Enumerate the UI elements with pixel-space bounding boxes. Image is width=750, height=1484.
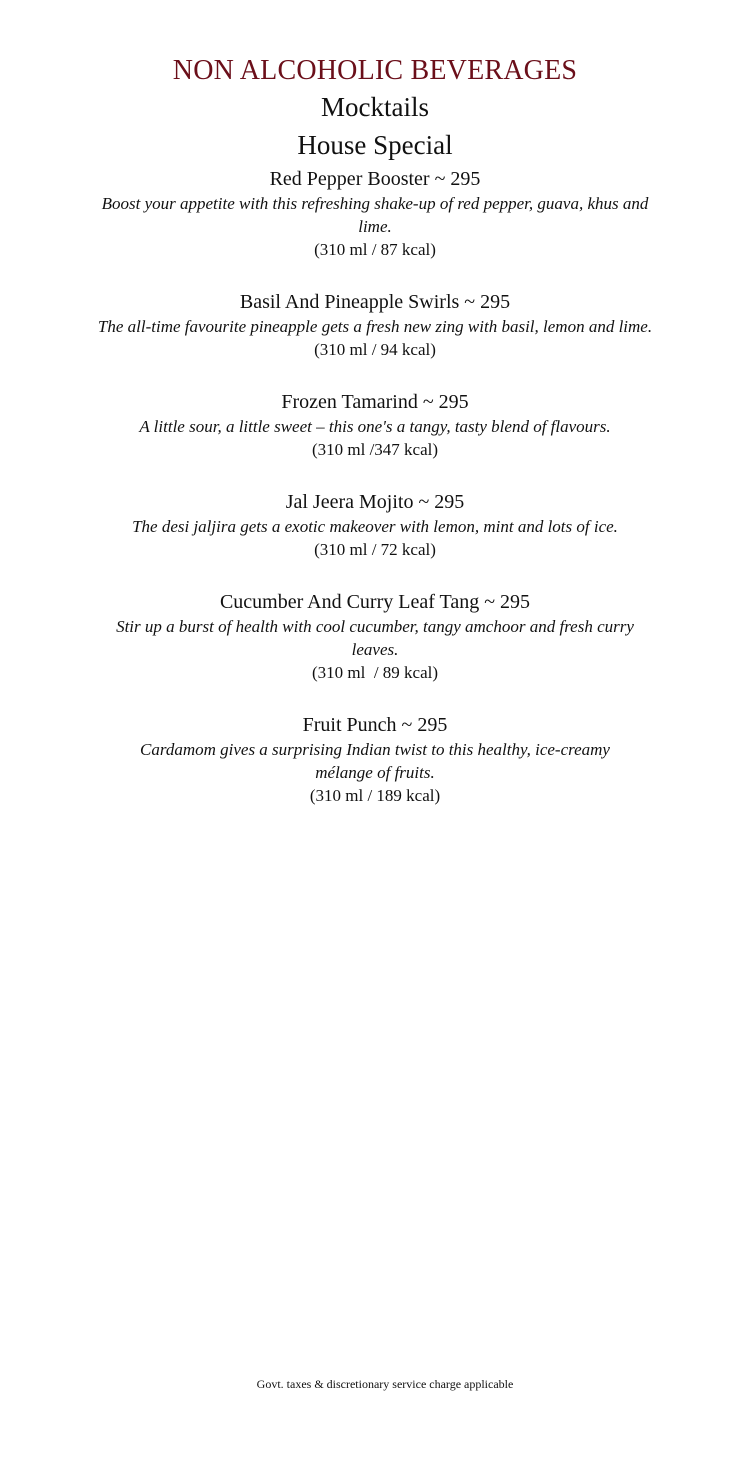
menu-item-description: The all-time favourite pineapple gets a fresh new zing with basil, lemon and lime.	[97, 317, 653, 336]
menu-item-title: Cucumber And Curry Leaf Tang ~ 295	[219, 591, 531, 613]
menu-item	[0, 712, 750, 807]
menu-item-description: Cardamom gives a surprising Indian twist to this healthy, ice-creamy mélange of fruits.	[140, 740, 610, 782]
menu-item-title: Frozen Tamarind ~ 295	[281, 391, 469, 413]
menu-item	[0, 289, 750, 361]
menu-item-nutrition: (310 ml / 89 kcal)	[311, 663, 439, 682]
menu-item	[0, 389, 750, 461]
menu-item-description: The desi jaljira gets a exotic makeover with lemon, mint and lots of ice.	[132, 517, 618, 536]
menu-header	[0, 54, 750, 164]
menu-item	[0, 166, 750, 261]
section-title: Mocktails	[321, 92, 429, 122]
menu-item-title: Fruit Punch ~ 295	[302, 714, 448, 736]
menu-item-nutrition: (310 ml /347 kcal)	[311, 440, 439, 459]
menu-item	[0, 589, 750, 684]
menu-item-nutrition: (310 ml / 87 kcal)	[314, 240, 436, 259]
menu-item-description: A little sour, a little sweet – this one's a tangy, tasty blend of flavours.	[139, 417, 611, 436]
menu-item-title: Jal Jeera Mojito ~ 295	[285, 491, 465, 513]
menu-item-nutrition: (310 ml / 94 kcal)	[314, 340, 436, 359]
category-title: NON ALCOHOLIC BEVERAGES	[172, 55, 578, 86]
menu-item	[0, 489, 750, 561]
menu-item-title: Basil And Pineapple Swirls ~ 295	[239, 291, 511, 313]
footer-note: Govt. taxes & discretionary service charge applicable	[256, 1377, 514, 1391]
menu-item-title: Red Pepper Booster ~ 295	[269, 168, 481, 190]
subsection-title: House Special	[297, 130, 453, 160]
menu-item-nutrition: (310 ml / 189 kcal)	[309, 786, 441, 805]
menu-item-nutrition: (310 ml / 72 kcal)	[314, 540, 436, 559]
menu-item-list	[0, 166, 750, 835]
menu-item-description: Stir up a burst of health with cool cucumber, tangy amchoor and fresh curry leaves.	[116, 617, 634, 659]
menu-item-description: Boost your appetite with this refreshing shake-up of red pepper, guava, khus and lime.	[101, 194, 649, 236]
